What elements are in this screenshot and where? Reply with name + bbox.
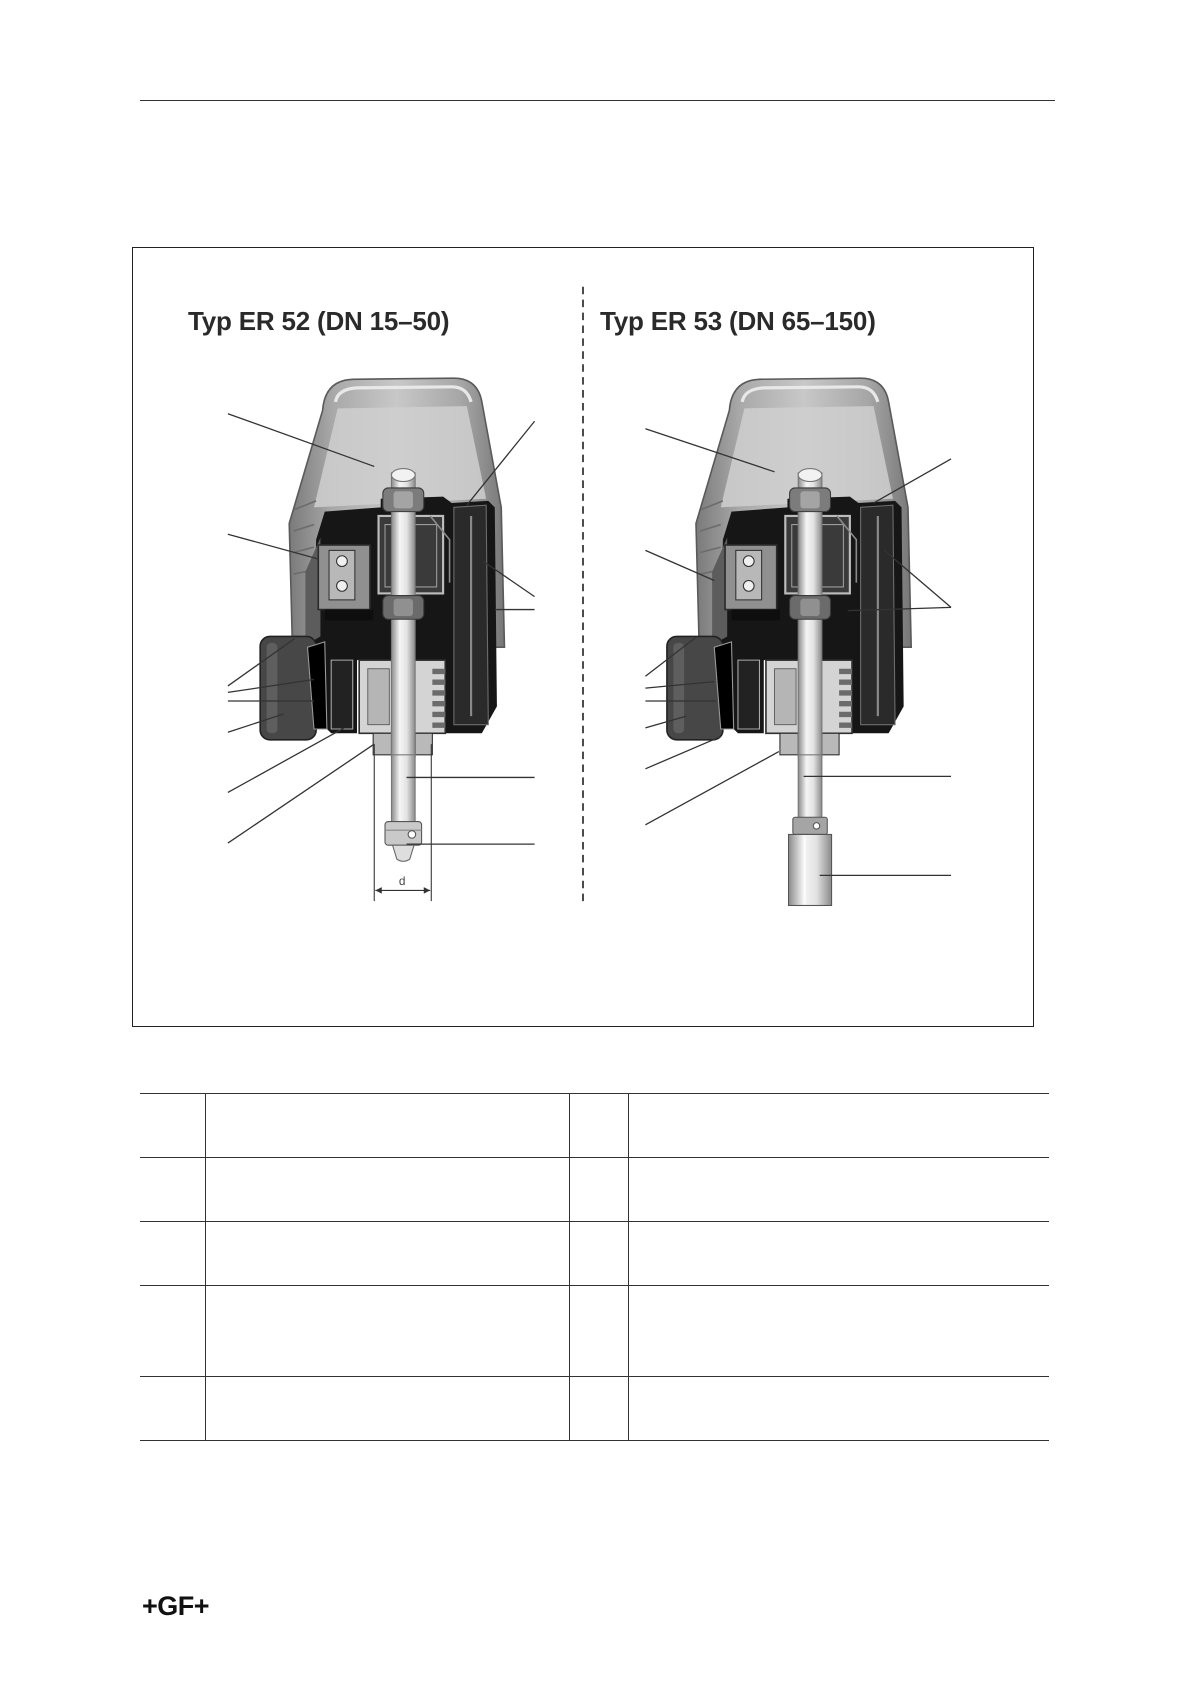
legend-description-cell	[628, 1094, 1049, 1158]
legend-number-cell	[569, 1286, 628, 1377]
legend-description-cell	[205, 1094, 569, 1158]
er52-title: Typ ER 52 (DN 15–50)	[188, 306, 450, 336]
legend-row	[140, 1222, 1049, 1286]
legend-number-cell	[569, 1222, 628, 1286]
legend-number-cell	[140, 1222, 205, 1286]
legend-description-cell	[628, 1286, 1049, 1377]
legend-row	[140, 1377, 1049, 1441]
er53-extension-tube	[789, 834, 832, 905]
er53-spindle-lower	[798, 755, 822, 822]
dimension-label: d	[398, 874, 406, 889]
legend-description-cell	[205, 1286, 569, 1377]
header-rule	[140, 100, 1055, 101]
er53-spindle-clamp	[793, 817, 827, 834]
legend-row	[140, 1094, 1049, 1158]
legend-table	[140, 1093, 1049, 1441]
legend-number-cell	[140, 1377, 205, 1441]
legend-number-cell	[140, 1094, 205, 1158]
legend-number-cell	[569, 1094, 628, 1158]
er52-spindle-tip	[393, 845, 415, 861]
legend-number-cell	[140, 1286, 205, 1377]
legend-description-cell	[628, 1222, 1049, 1286]
er53-actuator-drawing	[667, 378, 911, 757]
er53-title: Typ ER 53 (DN 65–150)	[600, 306, 876, 336]
legend-description-cell	[205, 1222, 569, 1286]
er52-actuator-drawing	[260, 378, 504, 757]
leader-line	[645, 752, 778, 825]
legend-description-cell	[628, 1158, 1049, 1222]
gf-logo: +GF+	[142, 1591, 210, 1621]
legend-number-cell	[140, 1158, 205, 1222]
legend-row	[140, 1286, 1049, 1377]
legend-number-cell	[569, 1377, 628, 1441]
leader-line	[228, 744, 374, 843]
actuator-cross-section-figure	[133, 248, 1033, 1026]
legend-description-cell	[205, 1377, 569, 1441]
figure-box	[132, 247, 1034, 1027]
er52-spindle-lower	[391, 755, 415, 824]
legend-number-cell	[569, 1158, 628, 1222]
legend-description-cell	[205, 1158, 569, 1222]
leader-line	[645, 737, 720, 769]
legend-description-cell	[628, 1377, 1049, 1441]
er52-fitting-pin-hole	[408, 831, 416, 839]
legend-row	[140, 1158, 1049, 1222]
er53-clamp-pin-hole	[813, 823, 819, 829]
er52-spindle-end-fitting	[385, 822, 422, 846]
